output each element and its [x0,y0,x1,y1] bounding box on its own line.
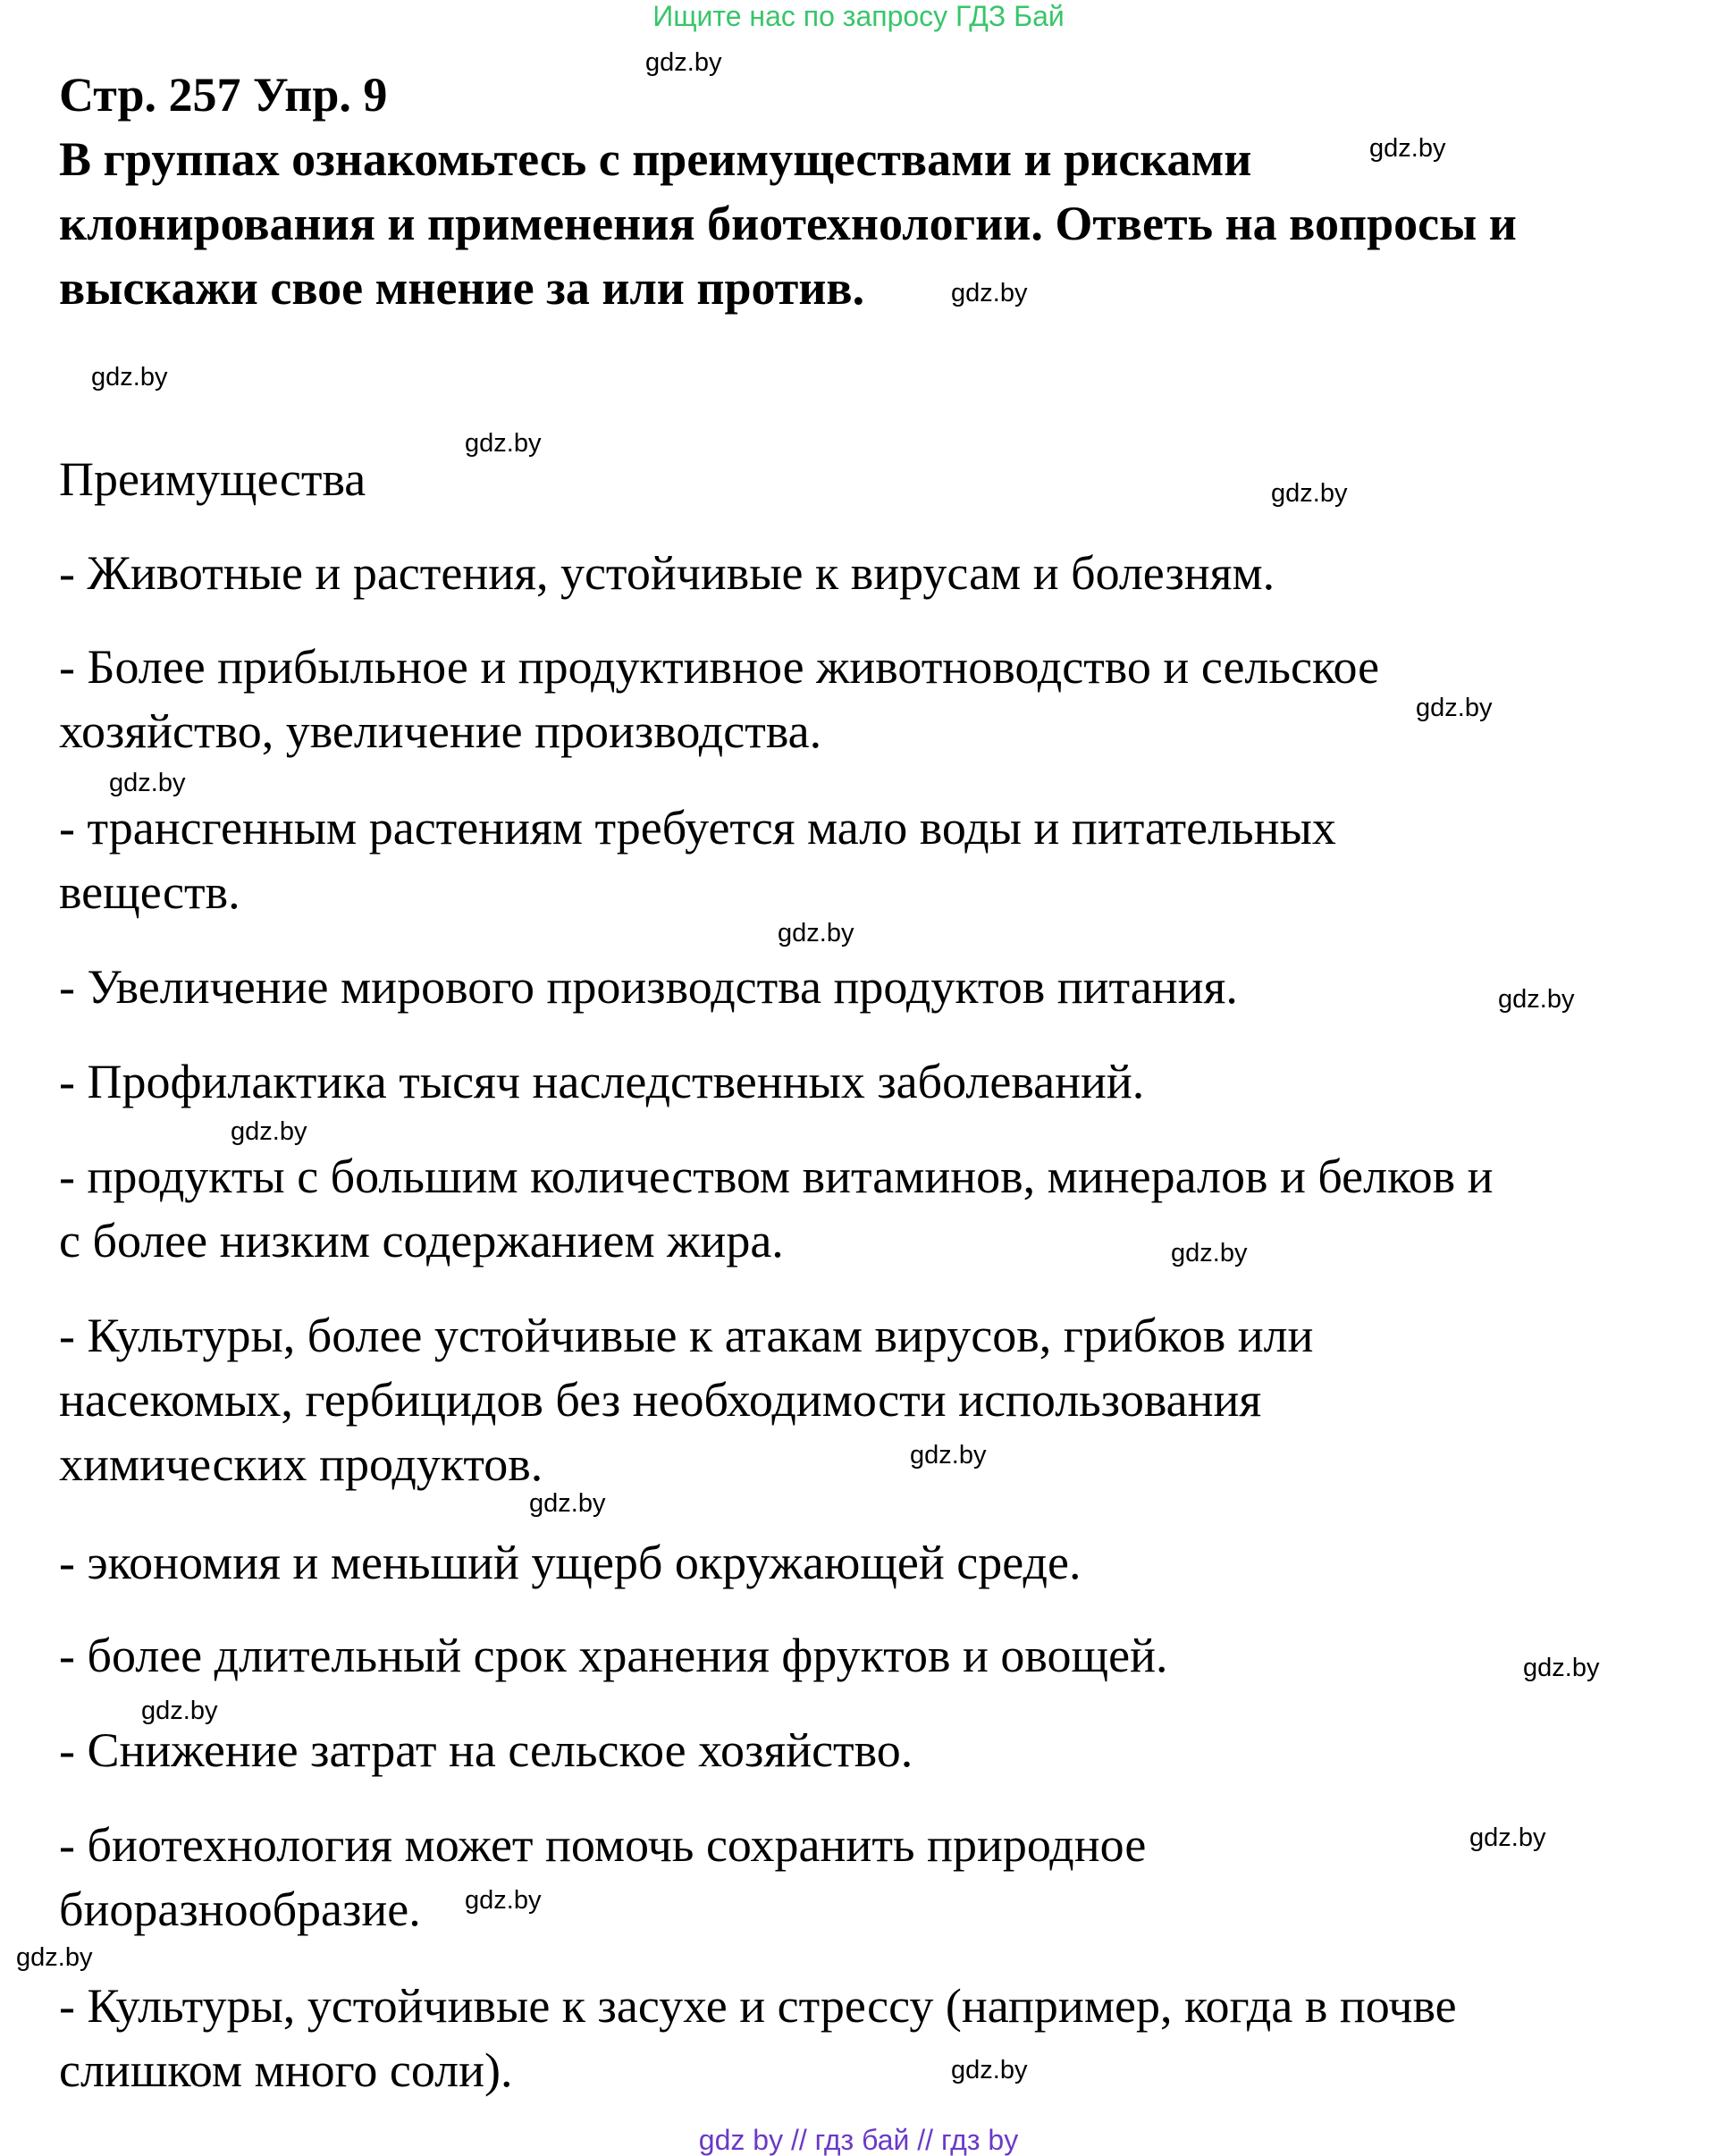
task-line-3: выскажи свое мнение за или против. [59,261,865,315]
watermark: gdz.by [231,1117,307,1146]
list-item: - Снижение затрат на сельское хозяйство. [59,1723,913,1777]
watermark: gdz.by [1416,694,1493,722]
watermark: gdz.by [1369,134,1446,163]
top-search-banner: Ищите нас по запросу ГДЗ Бай [652,0,1065,32]
list-item: слишком много соли). [59,2043,513,2097]
list-item: - Животные и растения, устойчивые к вирусам и болезням. [59,546,1275,600]
watermark: gdz.by [91,363,168,392]
exercise-title: Стр. 257 Упр. 9 [59,68,388,122]
watermark: gdz.by [141,1697,218,1725]
list-item: - более длительный срок хранения фруктов и овощей. [59,1629,1168,1682]
list-item: - Увеличение мирового производства продуктов питания. [59,960,1238,1014]
list-item: химических продуктов. [59,1437,543,1491]
list-item: насекомых, гербицидов без необходимости использования [59,1373,1262,1427]
watermark: gdz.by [465,429,542,458]
watermark: gdz.by [1498,985,1575,1014]
watermark: gdz.by [910,1441,987,1470]
list-item: - Культуры, устойчивые к засухе и стрессу (например, когда в почве [59,1979,1457,2033]
watermark: gdz.by [951,279,1028,307]
section-title: Преимущества [59,452,366,506]
watermark: gdz.by [1171,1239,1248,1267]
watermark: gdz.by [645,48,722,77]
watermark: gdz.by [1523,1654,1600,1682]
list-item: - экономия и меньший ущерб окружающей среде. [59,1536,1082,1589]
watermark: gdz.by [1271,479,1348,508]
watermark: gdz.by [16,1943,93,1972]
task-line-1: В группах ознакомьтесь с преимуществами и рисками [59,132,1252,186]
watermark: gdz.by [529,1489,606,1518]
list-item: - трансгенным растениям требуется мало воды и питательных [59,801,1336,855]
list-item: - продукты с большим количеством витаминов, минералов и белков и [59,1150,1494,1203]
watermark: gdz.by [465,1886,542,1915]
list-item: - Культуры, более устойчивые к атакам вирусов, грибков или [59,1309,1314,1362]
task-line-2: клонирования и применения биотехнологии. Ответь на вопросы и [59,197,1517,250]
list-item: - Профилактика тысяч наследственных заболеваний. [59,1055,1145,1108]
list-item: - биотехнология может помочь сохранить природное [59,1818,1147,1872]
list-item: - Более прибыльное и продуктивное животноводство и сельское [59,640,1380,694]
list-item: с более низким содержанием жира. [59,1214,784,1267]
list-item: хозяйство, увеличение производства. [59,704,822,758]
watermark: gdz.by [1469,1823,1546,1852]
watermark: gdz.by [109,769,186,797]
footer-banner: gdz by // гдз бай // гдз by [698,2124,1019,2156]
watermark: gdz.by [778,919,854,947]
list-item: веществ. [59,865,240,919]
list-item: биоразнообразие. [59,1882,421,1936]
watermark: gdz.by [951,2056,1028,2084]
